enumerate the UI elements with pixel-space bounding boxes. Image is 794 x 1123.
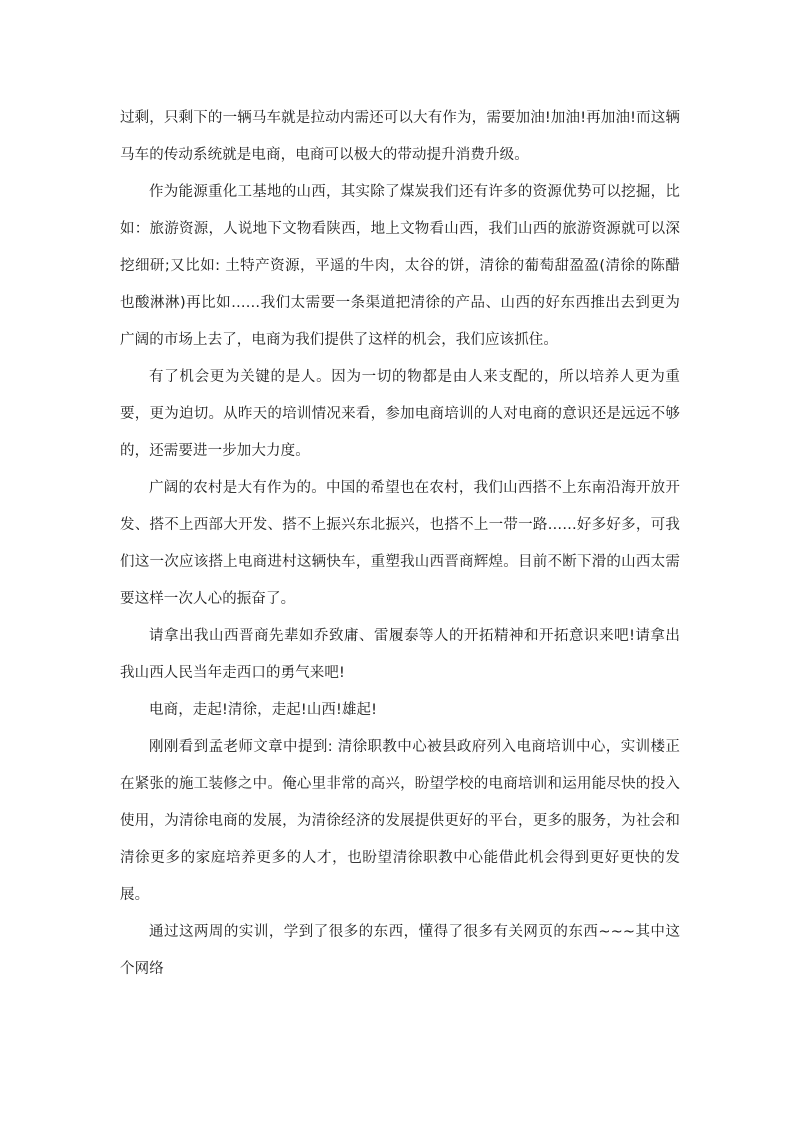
document-body	[120, 100, 680, 988]
paragraph-3: 有了机会更为关键的是人。因为一切的物都是由人来支配的，所以培养人更为重要，更为迫切。从昨天的培训情况来看，参加电商培训的人对电商的意识还是远远不够的，还需要进一步加大力度。	[120, 369, 680, 459]
paragraph-8: 通过这两周的实训，学到了很多的东西，懂得了很多有关网页的东西~~~其中这个网络	[120, 924, 680, 977]
paragraph-6: 电商，走起!清徐，走起!山西!雄起!	[149, 702, 378, 718]
paragraph-4: 广阔的农村是大有作为的。中国的希望也在农村，我们山西搭不上东南沿海开放开发、搭不上西部大开发、搭不上振兴东北振兴，也搭不上一带一路……好多好多，可我们这一次应该搭上电商进村这辆快车，重塑我山西晋商辉煌。目前不断下滑的山西太需要这样一次人心的振奋了。	[120, 480, 680, 607]
paragraph-7: 刚刚看到孟老师文章中提到: 清徐职教中心被县政府列入电商培训中心，实训楼正在紧张的施工装修之中。俺心里非常的高兴，盼望学校的电商培训和运用能尽快的投入使用，为清徐电商的发展，为清徐经济的发展提供更好的平台，更多的服务，为社会和清徐更多的家庭培养更多的人才，也盼望清徐职教中心能借此机会得到更好更快的发展。	[120, 739, 680, 903]
paragraph-5: 请拿出我山西晋商先辈如乔致庸、雷履泰等人的开拓精神和开拓意识来吧!请拿出我山西人民当年走西口的勇气来吧!	[120, 628, 680, 681]
paragraph-2: 作为能源重化工基地的山西，其实除了煤炭我们还有许多的资源优势可以挖掘，比如：旅游资源，人说地下文物看陕西，地上文物看山西，我们山西的旅游资源就可以深挖细研;又比如: 土特产资源，平遥的牛肉，太谷的饼，清徐的葡萄甜盈盈(清徐的陈醋也酸淋淋)再比如……我们太需要一条渠道把清徐的产品、山西的好东西推出去到更为广阔的市场上去了，电商为我们提供了这样的机会，我们应该抓住。	[120, 184, 680, 348]
paragraph-1: 过剩，只剩下的一辆马车就是拉动内需还可以大有作为，需要加油!加油!再加油!而这辆马车的传动系统就是电商，电商可以极大的带动提升消费升级。	[120, 110, 680, 163]
